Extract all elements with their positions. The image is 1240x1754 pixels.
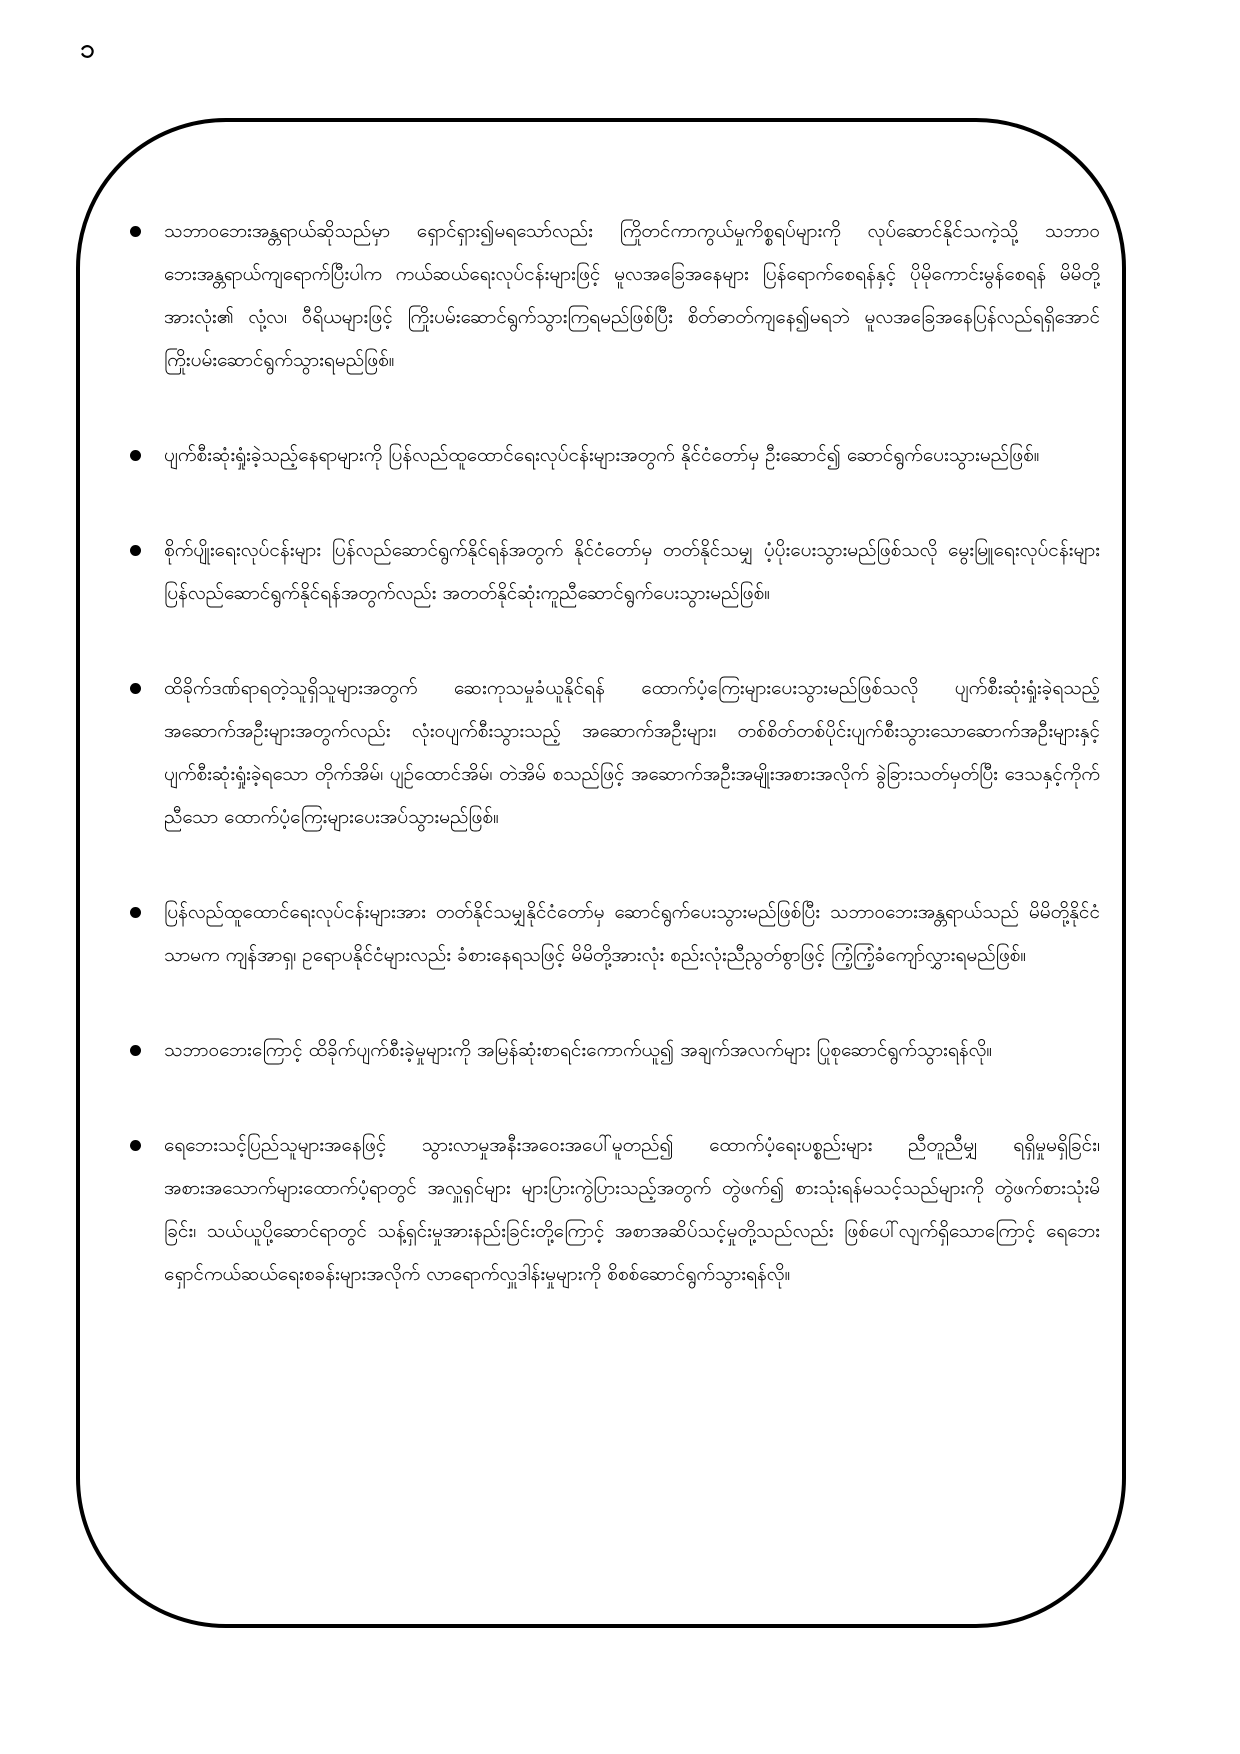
list-item-text: စိုက်ပျိုးရေးလုပ်ငန်းများ ပြန်လည်ဆောင်ရွက်နိုင်ရန်အတွက် နိုင်ငံတော်မှ တတ်နိုင်သမျှ ပံ့ပိုးပေးသွားမည်ဖြစ်သလို မွေးမြူရေးလုပ်ငန်းများ ပြန်လည်ဆောင်ရွက်နိုင်ရန်အတွက်လည်း အတတ်နိုင်ဆုံးကူညီဆောင်ရွက်ပေးသွားမည်ဖြစ်။ bbox=[164, 539, 1100, 604]
bullet-icon bbox=[130, 683, 141, 694]
list-item-text: ထိခိုက်ဒဏ်ရာရတဲ့သူရှိသူများအတွက် ဆေးကုသမှုခံယူနိုင်ရန် ထောက်ပံ့ကြေးများပေးသွားမည်ဖြစ်သလို ပျက်စီးဆုံးရှုံးခဲ့ရသည့် အဆောက်အဦးများအတွက်လည်း လုံးဝပျက်စီးသွားသည့် အဆောက်အဦးများ၊ တစ်စိတ်တစ်ပိုင်းပျက်စီးသွားသောဆောက်အဦးများနှင့် ပျက်စီးဆုံးရှုံးခဲ့ရသော တိုက်အိမ်၊ ပျဉ်ထောင်အိမ်၊ တဲအိမ် စသည်ဖြင့် အဆောက်အဦးအမျိုးအစားအလိုက် ခွဲခြားသတ်မှတ်ပြီး ဒေသနှင့်ကိုက်ညီသော ထောက်ပံ့ကြေးများပေးအပ်သွားမည်ဖြစ်။ bbox=[164, 677, 1100, 828]
list-item-text: သဘာဝဘေးအန္တရာယ်ဆိုသည်မှာ ရှောင်ရှား၍မရသော်လည်း ကြိုတင်ကာကွယ်မှုကိစ္စရပ်များကို လုပ်ဆောင်နိုင်သကဲ့သို့ သဘာဝဘေးအန္တရာယ်ကျရောက်ပြီးပါက ကယ်ဆယ်ရေးလုပ်ငန်းများဖြင့် မူလအခြေအနေများ ပြန်ရောက်စေရန်နှင့် ပိုမိုကောင်းမွန်စေရန် မိမိတို့အားလုံး၏ လုံ့လ၊ ဝီရိယများဖြင့် ကြိုးပမ်းဆောင်ရွက်သွားကြရမည်ဖြစ်ပြီး စိတ်ဓာတ်ကျနေ၍မရဘဲ မူလအခြေအနေပြန်လည်ရရှိအောင် ကြိုးပမ်းဆောင်ရွက်သွားရမည်ဖြစ်။ bbox=[164, 220, 1100, 371]
bullet-icon bbox=[130, 226, 141, 237]
bullet-icon bbox=[130, 1140, 141, 1151]
bullet-icon bbox=[130, 450, 141, 461]
page-number: ၁ bbox=[80, 34, 95, 64]
list-item bbox=[130, 210, 1100, 382]
list-item bbox=[130, 529, 1100, 615]
list-item-text: သဘာဝဘေးကြောင့် ထိခိုက်ပျက်စီးခဲ့မှုများကို အမြန်ဆုံးစာရင်းကောက်ယူ၍ အချက်အလက်များ ပြုစုဆောင်ရွက်သွားရန်လို။ bbox=[164, 1039, 993, 1061]
list-item bbox=[130, 1029, 1100, 1072]
list-item-text: ပျက်စီးဆုံးရှုံးခဲ့သည့်နေရာများကို ပြန်လည်ထူထောင်ရေးလုပ်ငန်းများအတွက် နိုင်ငံတော်မှ ဦးဆောင်၍ ဆောင်ရွက်ပေးသွားမည်ဖြစ်။ bbox=[164, 444, 1040, 466]
bullet-icon bbox=[130, 907, 141, 918]
list-item-text: ရေဘေးသင့်ပြည်သူများအနေဖြင့် သွားလာမှုအနီးအဝေးအပေါ်မူတည်၍ ထောက်ပံ့ရေးပစ္စည်းများ ညီတူညီမျှ ရရှိမှုမရှိခြင်း၊ အစားအသောက်များထောက်ပံ့ရာတွင် အလှူရှင်များ များပြားကွဲပြားသည့်အတွက် တွဲဖက်၍ စားသုံးရန်မသင့်သည်များကို တွဲဖက်စားသုံးမိခြင်း၊ သယ်ယူပို့ဆောင်ရာတွင် သန့်ရှင်းမှုအားနည်းခြင်းတို့ကြောင့် အစာအဆိပ်သင့်မှုတို့သည်လည်း ဖြစ်ပေါ်လျက်ရှိသောကြောင့် ရေဘေးရှောင်ကယ်ဆယ်ရေးစခန်းများအလိုက် လာရောက်လှူဒါန်းမှုများကို စိစစ်ဆောင်ရွက်သွားရန်လို။ bbox=[164, 1134, 1100, 1285]
bullet-icon bbox=[130, 1045, 141, 1056]
bullet-list bbox=[130, 210, 1100, 1348]
list-item bbox=[130, 891, 1100, 977]
list-item-text: ပြန်လည်ထူထောင်ရေးလုပ်ငန်းများအား တတ်နိုင်သမျှနိုင်ငံတော်မှ ဆောင်ရွက်ပေးသွားမည်ဖြစ်ပြီး သဘာဝဘေးအန္တရာယ်သည် မိမိတို့နိုင်ငံသာမက ကျန်အာရှ၊ ဥရောပနိုင်ငံများလည်း ခံစားနေရသဖြင့် မိမိတို့အားလုံး စည်းလုံးညီညွတ်စွာဖြင့် ကြံ့ကြံ့ခံကျော်လွှားရမည်ဖြစ်။ bbox=[164, 901, 1100, 966]
bullet-icon bbox=[130, 545, 141, 556]
list-item bbox=[130, 1124, 1100, 1296]
list-item bbox=[130, 434, 1100, 477]
list-item bbox=[130, 667, 1100, 839]
